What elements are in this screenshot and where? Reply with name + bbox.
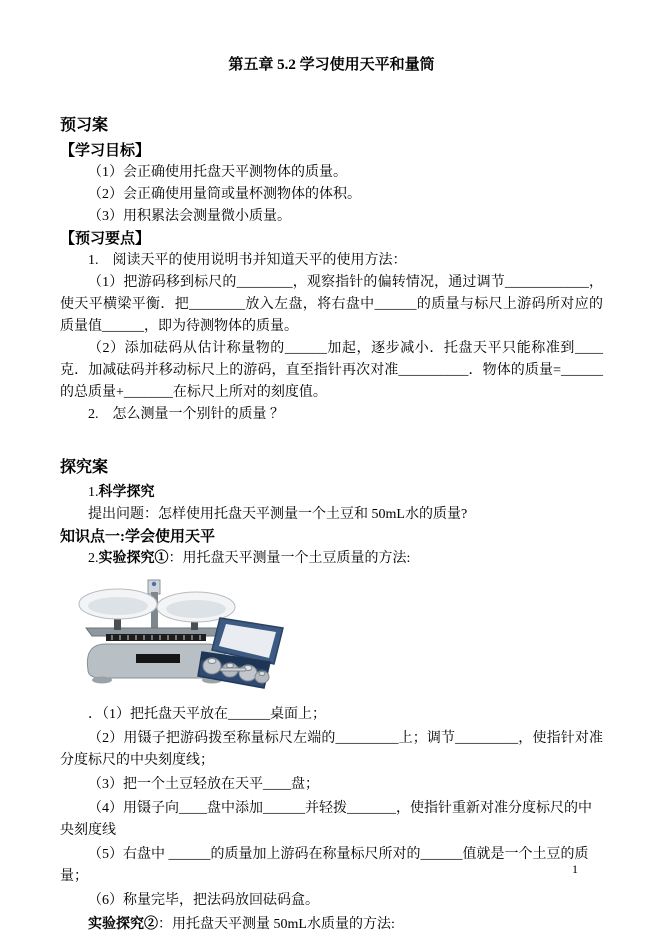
preview-point-1: 1. 阅读天平的使用说明书并知道天平的使用方法： [88,253,407,268]
balance-and-weights-photo [78,578,290,696]
experiment-1-line [60,548,603,570]
preview-point-2: 2. 怎么测量一个别针的质量 ？ [88,407,284,422]
step-2: （2）用镊子把游码拨至称量标尺左端的_________上；调节_________，使指针对准分度标尺的中央刻度线； [60,731,603,768]
explore-section-heading: 探究案 [60,459,109,476]
learning-goal-3: （3）用积累法会测量微小质量。 [88,209,291,224]
science-inquiry-line [60,482,603,504]
experiment-1-rest: ：用托盘天平测量一个土豆质量的方法: [168,551,411,566]
question-line: 提出问题：怎样使用托盘天平测量一个土豆和 50mL水的质量? [88,507,468,522]
experiment-1-title: 实验探究① [98,551,169,566]
step-5: （5）右盘中 ______的质量加上游码在称量标尺所对的______值就是一个土豆的质量； [60,847,589,884]
preview-paragraph-2: （2）添加砝码从估计称量物的______加起，逐步减小．托盘天平只能称准到____克．加减砝码并移动标尺上的游码，直至指针再次对准__________．物体的质量=______的总质量+_______在标尺上所对的刻度值。 [60,341,603,400]
experiment-2-title: 实验探究② [88,917,158,932]
experiment-1-steps [60,704,603,912]
learning-goal-1: （1）会正确使用托盘天平测物体的质量。 [88,165,347,180]
step-6: （6）称量完毕，把法码放回砝码盒。 [88,893,319,908]
experiment-2-line [60,914,603,936]
page-number: 1 [572,862,578,876]
page-title: 第五章 5.2 学习使用天平和量筒 [228,57,435,73]
learning-goal-2: （2）会正确使用量筒或量杯测物体的体积。 [88,187,361,202]
experiment-1-number: 2. [88,551,99,566]
preview-points-heading: 【预习要点】 [60,231,151,247]
preview-section-heading: 预习案 [60,117,109,134]
step-4: （4）用镊子向____盘中添加______并轻拨_______，使指针重新对准分度标尺的中央刻度线 [60,801,592,838]
learning-goals-heading: 【学习目标】 [60,143,151,159]
step-3: （3）把一个土豆轻放在天平____盘； [88,777,319,792]
knowledge-point-heading: 知识点一:学会使用天平 [60,529,215,545]
balance-photo-illustration [78,578,290,696]
preview-paragraph-1: （1）把游码移到标尺的________，观察指针的偏转情况，通过调节____________，使天平横梁平衡．把________放入左盘，将右盘中______的质量与标尺上游码所对应的质量值______，即为待测物体的质量。 [60,275,603,334]
science-inquiry-number: 1. [88,485,99,500]
experiment-2-rest: ：用托盘天平测量 50mL水质量的方法: [158,917,395,932]
step-1: ．（1）把托盘天平放在______桌面上； [88,707,326,722]
science-inquiry-title: 科学探究 [98,485,155,500]
